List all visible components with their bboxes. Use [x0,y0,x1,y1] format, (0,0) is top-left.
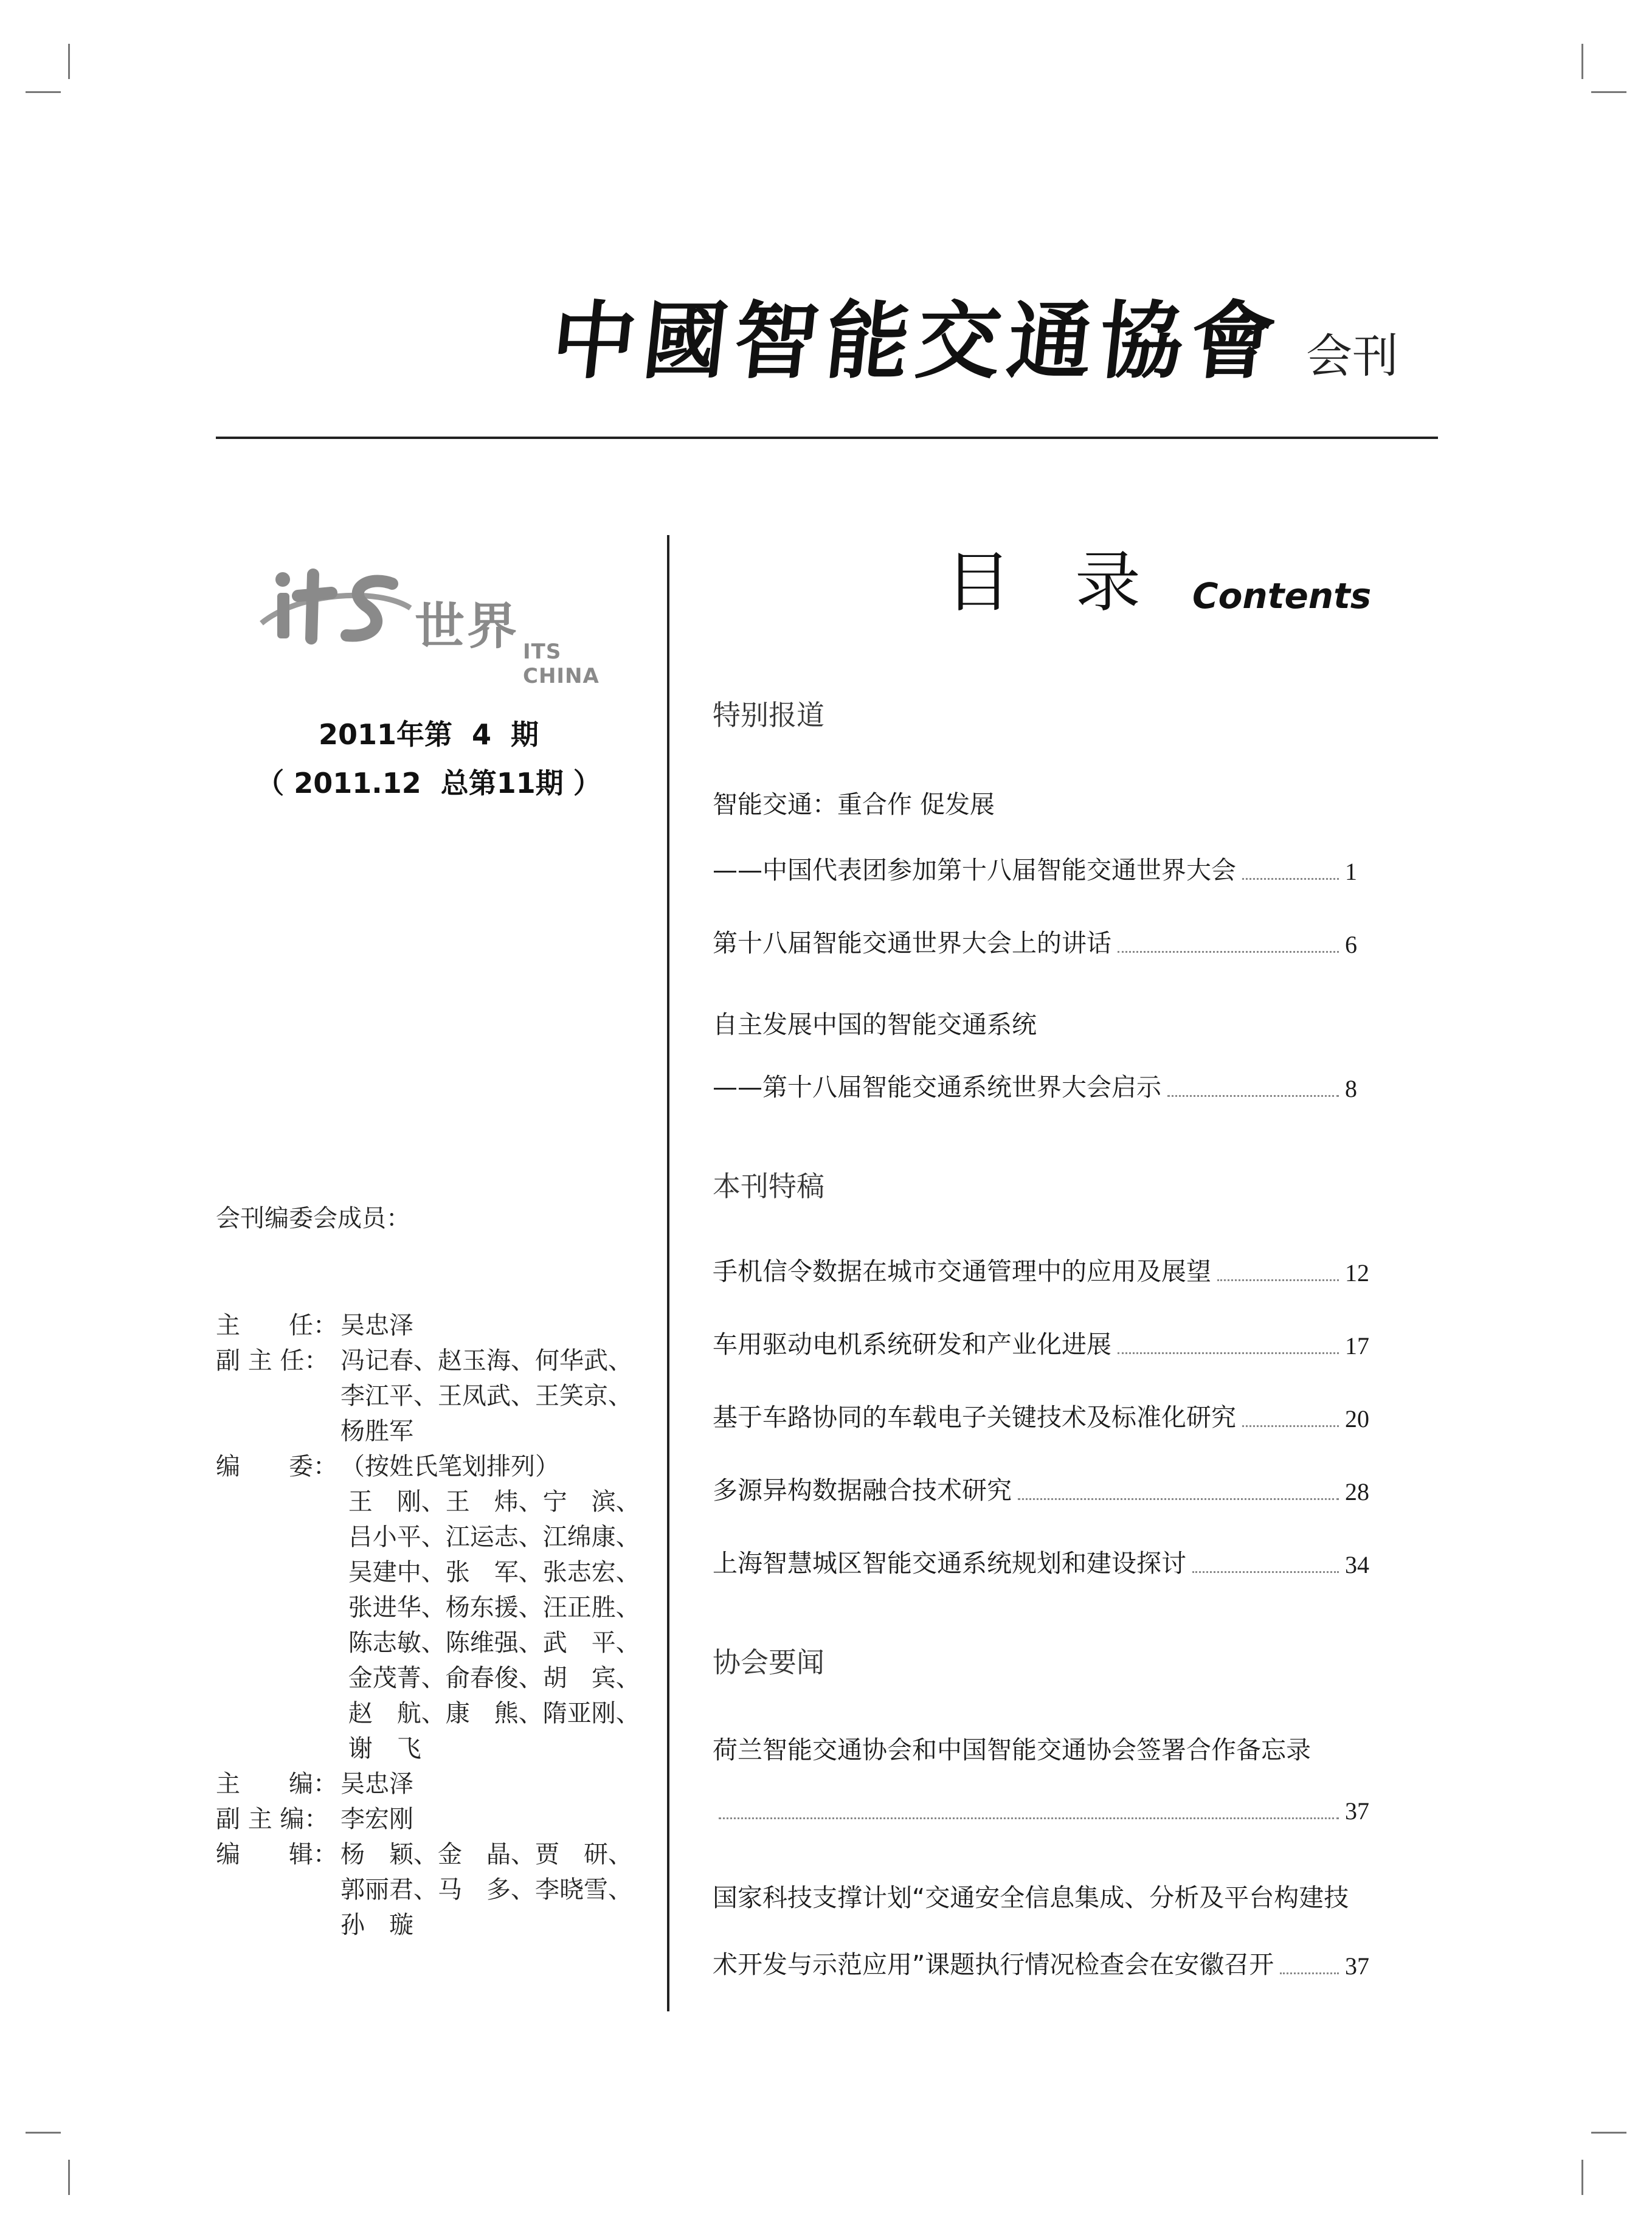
board-role: 副 主 编： [216,1805,329,1833]
toc-entry[interactable] [713,1794,1381,1825]
board-row [216,1802,654,1837]
board-member-line: 吴忠泽 [340,1312,413,1339]
crop-mark [1591,2132,1626,2134]
contents-heading-english: Contents [1192,575,1372,617]
toc-entry-title: 车用驱动电机系统研发和产业化进展 [713,1330,1111,1359]
board-row [216,1449,654,1766]
board-member-line: （按姓氏笔划排列） [340,1453,559,1481]
contents-heading-chinese: 目录 [945,545,1205,621]
toc-entry[interactable] [713,1402,1381,1433]
board-role: 编 委： [216,1453,337,1481]
toc-entry-line[interactable]: 荷兰智能交通协会和中国智能交通协会签署合作备忘录 [713,1735,1311,1765]
leader-dots [1018,1498,1339,1500]
board-role: 主 任： [216,1312,337,1339]
toc-entry[interactable] [713,1256,1381,1287]
crop-mark [1581,2160,1583,2195]
toc-entry-page: 17 [1345,1332,1369,1360]
toc-entry[interactable] [713,1547,1381,1579]
board-row [216,1766,654,1802]
toc-entry-title: 多源异构数据融合技术研究 [713,1476,1012,1505]
board-member-line: 孙 璇 [340,1911,413,1939]
issue-number: 2011年第 4 期 [318,718,539,751]
board-member-line: 谢 飞 [340,1735,421,1763]
toc-entry-line[interactable]: 自主发展中国的智能交通系统 [713,1010,1037,1039]
leader-dots [1118,951,1339,953]
toc-entry-title: 上海智慧城区智能交通系统规划和建设探讨 [713,1549,1186,1578]
toc-entry-page: 6 [1345,931,1357,958]
board-member-line: 冯记春、赵玉海、何华武、 [340,1347,632,1375]
board-role: 编 辑： [216,1841,337,1868]
toc-entry-title: 第十八届智能交通世界大会上的讲话 [713,928,1111,958]
leader-dots [1167,1095,1339,1097]
board-role: 副 主 任： [216,1347,329,1375]
toc-entry[interactable] [713,1474,1381,1506]
leader-dots [1242,1425,1339,1427]
toc-entry-page: 37 [1345,1952,1369,1980]
toc-entry-title: ——中国代表团参加第十八届智能交通世界大会 [713,855,1236,885]
toc-entry-page: 37 [1345,1797,1369,1825]
toc-entry-page: 12 [1345,1259,1369,1287]
toc-entry-page: 8 [1345,1075,1357,1102]
leader-dots [1118,1352,1339,1354]
leader-dots [1192,1571,1339,1573]
leader-dots [1217,1279,1339,1281]
board-role: 主 编： [216,1770,337,1798]
board-member-line: 张进华、杨东援、汪正胜、 [340,1594,640,1622]
toc-entry-title: ——第十八届智能交通系统世界大会启示 [713,1073,1161,1102]
toc-entry-page: 1 [1345,858,1357,885]
board-title: 会刊编委会成员： [216,1205,410,1232]
logo-english-text: ITS CHINA [523,640,600,688]
board-row [216,1308,654,1343]
toc-entry-page: 20 [1345,1405,1369,1433]
its-china-logo [255,550,645,688]
crop-mark [26,2132,61,2134]
toc-entry-page: 28 [1345,1478,1369,1505]
column-divider [667,535,669,2011]
board-member-line: 吴忠泽 [340,1770,413,1798]
toc-entry-line[interactable]: 国家科技支撑计划“交通安全信息集成、分析及平台构建技 [713,1883,1349,1912]
board-member-line: 郭丽君、马 多、李晓雪、 [340,1876,632,1904]
toc-entry-title: 基于车路协同的车载电子关键技术及标准化研究 [713,1403,1236,1432]
section-heading: 特别报道 [713,699,824,731]
header-divider [216,437,1438,439]
its-logo-mark [255,550,413,654]
board-member-line: 陈志敏、陈维强、武 平、 [340,1629,640,1657]
crop-mark [1591,91,1626,93]
leader-dots [1242,878,1339,880]
masthead-title: 中國智能交通協會 [547,291,1287,390]
board-member-line: 吕小平、江运志、江绵康、 [340,1523,640,1551]
section-heading: 本刊特稿 [713,1170,824,1203]
contents-heading [945,545,1372,621]
toc-entry[interactable] [713,1949,1381,1980]
masthead [401,274,1398,390]
toc-entry[interactable] [713,1329,1381,1360]
toc-entry[interactable] [713,927,1381,959]
toc-entry[interactable] [713,854,1381,886]
crop-mark [68,2160,70,2195]
toc-entry-title: 手机信令数据在城市交通管理中的应用及展望 [713,1257,1211,1286]
board-member-line: 李江平、王凤武、王笑京、 [340,1382,632,1410]
issue-date: （ 2011.12 总第11期 ） [256,767,601,800]
logo-chinese-text: 世界 [415,598,520,655]
toc-entry-page: 34 [1345,1551,1369,1578]
toc-entry-line[interactable]: 智能交通：重合作 促发展 [713,790,995,819]
editorial-board [216,1201,654,1943]
crop-mark [68,44,70,79]
board-row [216,1837,654,1943]
board-member-line: 金茂菁、俞春俊、胡 宾、 [340,1664,640,1692]
board-member-line: 王 刚、王 炜、宁 滨、 [340,1488,640,1516]
toc-entry[interactable] [713,1071,1381,1103]
crop-mark [1581,44,1583,79]
leader-dots [1280,1972,1339,1974]
board-member-line: 吴建中、张 军、张志宏、 [340,1558,640,1586]
leader-dots [719,1817,1339,1819]
section-heading: 协会要闻 [713,1646,824,1679]
board-member-line: 赵 航、康 熊、隋亚刚、 [340,1699,640,1727]
toc-entry-title: 术开发与示范应用”课题执行情况检查会在安徽召开 [713,1950,1274,1979]
crop-mark [26,91,61,93]
board-member-line: 杨胜军 [340,1417,413,1445]
board-member-line: 杨 颖、金 晶、贾 研、 [340,1841,632,1868]
masthead-subtitle: 会刊 [1306,329,1398,383]
board-row [216,1343,654,1449]
board-member-line: 李宏刚 [340,1805,413,1833]
